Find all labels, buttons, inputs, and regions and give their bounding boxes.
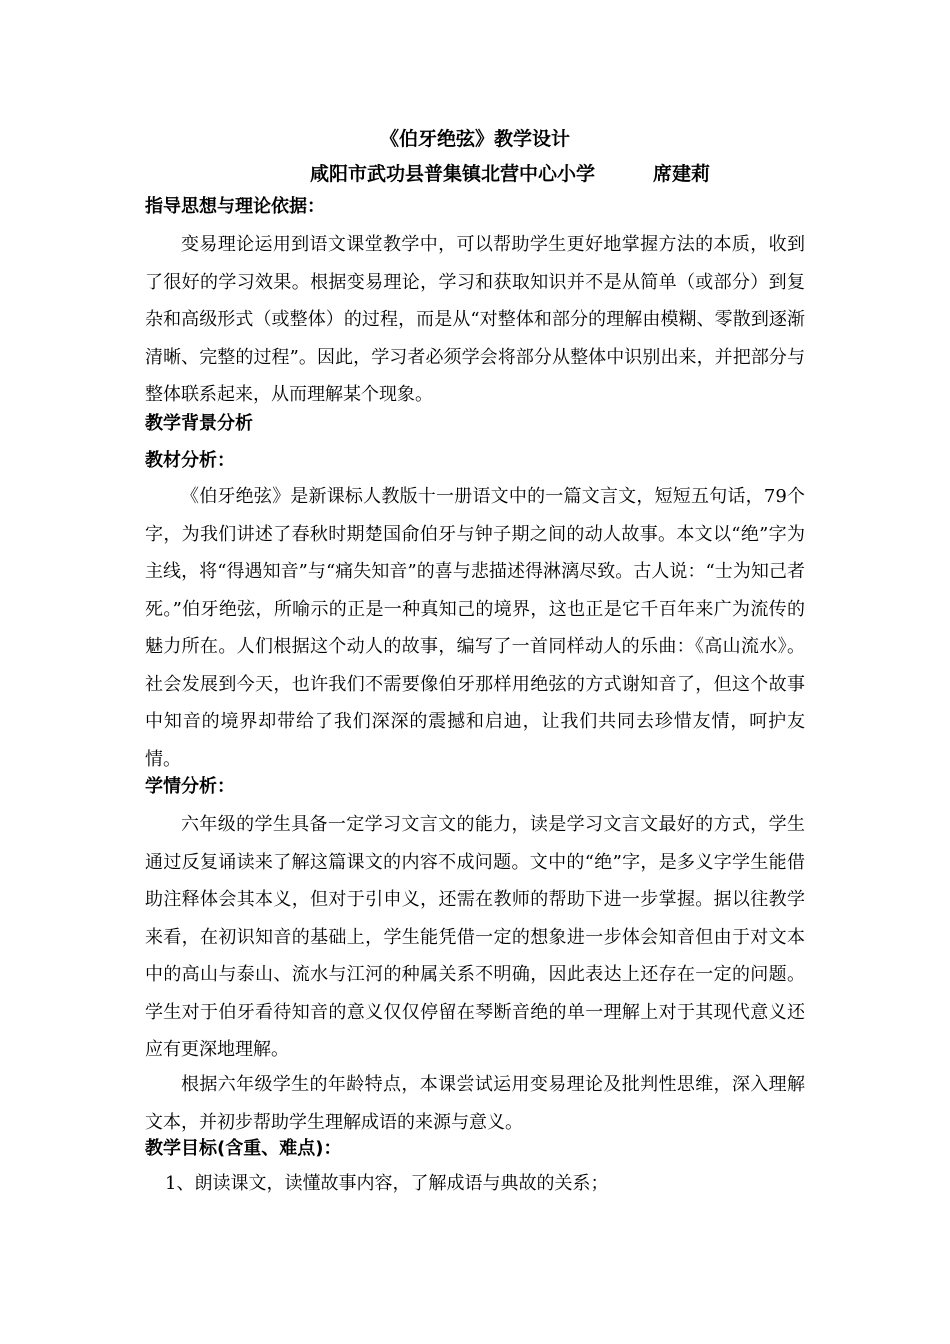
- document-title: 《伯牙绝弦》教学设计: [379, 128, 570, 150]
- paragraph-guiding-theory: 变易理论运用到语文课堂教学中，可以帮助学生更好地掌握方法的本质，收到了很好的学习效果。根据变易理论，学习和获取知识并不是从简单（或部分）到复杂和高级形式（或整体）的过程，而是从“对整体和部分的理解由模糊、零散到逐渐清晰、完整的过程”。因此，学习者必须学会将部分从整体中识别出来，并把部分与整体联系起来，从而理解某个现象。: [145, 234, 805, 405]
- author-line: [310, 160, 710, 188]
- heading-teaching-goals: 教学目标(含重、难点)：: [145, 1138, 342, 1159]
- paragraph-student-analysis-1: 六年级的学生具备一定学习文言文的能力，读是学习文言文最好的方式，学生通过反复诵读来了解这篇课文的内容不成问题。文中的“绝”字，是多义字学生能借助注释体会其本义，但对于引申义，还需在教师的帮助下进一步掌握。据以往教学来看，在初识知音的基础上，学生能凭借一定的想象进一步体会知音但由于对文本中的高山与泰山、流水与江河的种属关系不明确，因此表达上还存在一定的问题。学生对于伯牙看待知音的意义仅仅停留在琴断音绝的单一理解上对于其现代意义还应有更深地理解。: [145, 814, 805, 1060]
- heading-student-analysis: 学情分析：: [145, 776, 235, 797]
- heading-teaching-background: 教学背景分析: [145, 413, 253, 434]
- paragraph-student-analysis-2: 根据六年级学生的年龄特点，本课尝试运用变易理论及批判性思维，深入理解文本，并初步帮助学生理解成语的来源与意义。: [145, 1074, 805, 1133]
- school-name: 咸阳市武功县普集镇北营中心小学: [310, 163, 596, 185]
- author-name: 席建莉: [653, 163, 711, 185]
- heading-guiding-theory: 指导思想与理论依据：: [145, 196, 325, 217]
- paragraph-material-analysis: 《伯牙绝弦》是新课标人教版十一册语文中的一篇文言文，短短五句话，79个字，为我们讲述了春秋时期楚国俞伯牙与钟子期之间的动人故事。本文以“绝”字为主线，将“得遇知音”与“痛失知音”的喜与悲描述得淋漓尽致。古人说：“士为知己者死。”伯牙绝弦，所喻示的正是一种真知己的境界，这也正是它千百年来广为流传的魅力所在。人们根据这个动人的故事，编写了一首同样动人的乐曲：《高山流水》。社会发展到今天，也许我们不需要像伯牙那样用绝弦的方式谢知音了，但这个故事中知音的境界却带给了我们深深的震撼和启迪，让我们共同去珍惜友情，呵护友情。: [145, 486, 805, 770]
- goal-item-1: 1、朗读课文，读懂故事内容，了解成语与典故的关系；: [165, 1173, 609, 1194]
- heading-material-analysis: 教材分析：: [145, 450, 235, 471]
